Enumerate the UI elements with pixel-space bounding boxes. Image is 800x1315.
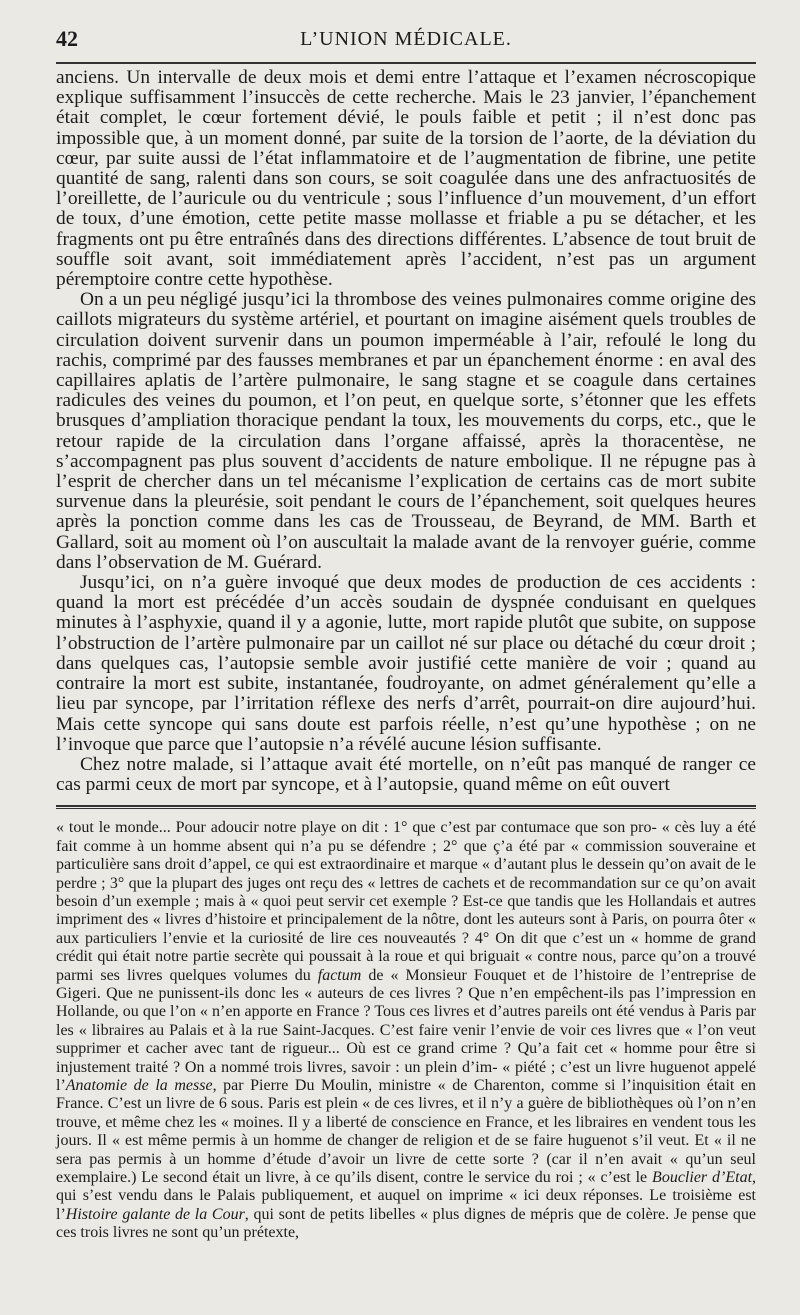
- footnote-segment: de « Monsieur Fouquet et de l’histoire de l’entreprise de Gigeri. Que ne punissent-ils donc les « auteurs de ces livres ? Que n’en empêchent-ils pas l’impression en Hollande, ou que l’on « n’en apporte en France ? Tous ces livres et d’autres pareils ont été vendus à Paris par les « libraires au Palais et à la rue Saint-Jacques. C’est faire venir l’envie de voir ces livres que « l’on veut supprimer et cacher avec tant de rigueur... Où est ce grand crime ? Qu’a fait cet « homme pour être si injustement traité ? On a nommé trois livres, savoir : un plein d’im- « piété ; c’est un livre huguenot appelé l’: [56, 966, 757, 1094]
- footnote-separator: [56, 805, 756, 807]
- paragraph: anciens. Un intervalle de deux mois et demi entre l’attaque et l’examen nécroscopique explique suffisamment l’insuccès de cette recherche. Mais le 23 janvier, l’épanchement était complet, le cœur fortement dévié, le pouls faible et petit ; il n’est donc pas impossible que, à un moment donné, par suite de la torsion de l’aorte, de la déviation du cœur, par suite aussi de l’état inflammatoire et de l’augmentation de fibrine, une petite quantité de sang, ralenti dans son cours, se soit coagulée dans une des anfractuosités de l’oreillette, de l’auricule ou du ventricule ; sous l’influence d’un mouvement, d’un effort de toux, d’une émotion, cette petite masse mollasse et friable a pu se détacher, et les fragments ont pu être entraînés dans des directions différentes. L’absence de tout bruit de souffle soit avant, soit immédiatement après l’accident, n’est pas un argument péremptoire contre cette hypothèse.: [56, 67, 756, 291]
- footnote-italic: Histoire galante de la Cour: [65, 1205, 245, 1223]
- footnote-segment: « tout le monde... Pour adoucir notre playe on dit : 1° que c’est par contumace que son pro- « cès luy a été fait comme à un homme absent qui n’a pu se défendre ; 2° que ç’a été par « commission souveraine et particulière sans droit d’appel, ce qui est extraordinaire et marque « d’autant plus le dessein qu’on avait de le perdre ; 3° que la plupart des juges ont reçu des « lettres de cachets et de recommandation sur ce qu’on avait besoin d’un exemple ; mais à « quoi peut servir cet exemple ? Est-ce que tandis que les Hollandais et autres impriment des « livres d’histoire et principalement de la nôtre, dont les auteurs sont à Paris, on pourra ôter « aux particuliers l’envie et la curiosité de lire ces nouveautés ? 4° On dit que c’est un « homme de grand crédit qui était notre partie secrète qui poussait à la roue et qui briguait « contre nous, parce qu’on a trouvé parmi ses livres quelques volumes du: [56, 819, 756, 984]
- footnote-italic: factum: [317, 966, 362, 984]
- paragraph: Chez notre malade, si l’attaque avait été mortelle, on n’eût pas manqué de ranger ce cas parmi ceux de mort par syncope, et à l’autopsie, quand même on eût ouvert: [56, 753, 756, 796]
- main-text: [56, 68, 756, 795]
- running-title: L’UNION MÉDICALE.: [300, 28, 512, 50]
- footnote-segment: , par Pierre Du Moulin, ministre « de Charenton, comme si l’inquisition était en France. C’est un livre de 6 sous. Paris est plein « de ces livres, et il n’y a guère de bibliothèques où l’on n’en trouve, et même chez les « moines. Il y a liberté de conscience en France, et les libraires en vendent tous les jours. Il « est même permis à un homme de changer de religion et de se faire huguenot s’il veut. Et « il ne sera pas permis à un homme d’étude d’avoir un livre de cette sorte ? (car il n’en avait « qu’un seul exemplaire.) Le second était un livre, à ce qu’ils disent, contre le service du roi ; « c’est le: [56, 1077, 757, 1187]
- footnote-separator-thin: [56, 808, 756, 809]
- footnote-segment: , qui sont de petits libelles « plus dignes de mépris que de colère. Je pense que ces trois livres ne sont qu’un prétexte,: [56, 1205, 756, 1242]
- footnote-italic: Anatomie de la messe: [65, 1077, 213, 1094]
- page-number: 42: [56, 26, 78, 51]
- footnote-segment: , qui s’est vendu dans le Palais publiquement, et auquel on imprime « ici deux réponses. Le troisième est l’: [56, 1169, 757, 1223]
- page-header: [56, 26, 756, 56]
- header-rule: [56, 62, 756, 64]
- footnote: [56, 819, 756, 1242]
- paragraph: Jusqu’ici, on n’a guère invoqué que deux modes de production de ces accidents : quand la mort est précédée d’un accès soudain de dyspnée conduisant en quelques minutes à l’asphyxie, quand il y a agonie, lutte, mort rapide plutôt que subite, on suppose l’obstruction de l’artère pulmonaire par un caillot né sur place ou détaché du cœur droit ; dans quelques cas, l’autopsie semble avoir justifié cette manière de voir ; quand au contraire la mort est subite, instantanée, foudroyante, on admet généralement qu’elle a lieu par syncope, par l’irritation réflexe des nerfs d’arrêt, pourrait-on dire aujourd’hui. Mais cette syncope qui sans doute est parfois réelle, n’est qu’une hypothèse ; on ne l’invoque que parce que l’autopsie n’a révélé aucune lésion suffisante.: [56, 572, 756, 755]
- footnote-italic: Bouclier d’Etat: [652, 1169, 753, 1187]
- footnote-text: [56, 819, 756, 1242]
- paragraph: On a un peu négligé jusqu’ici la thrombose des veines pulmonaires comme origine des caillots migrateurs du système artériel, et pourtant on imagine aisément quels troubles de circulation doivent survenir dans un poumon imperméable à l’air, refoulé le long du rachis, comprimé par des fausses membranes et par un épanchement énorme : en aval des capillaires aplatis de l’artère pulmonaire, le sang stagne et se coagule dans certaines radicules des veines du poumon, et l’on peut, en quelque sorte, s’étonner que les effets brusques d’ampliation thoracique pendant la toux, les mouvements du corps, etc., que le retour rapide de la circulation dans l’organe affaissé, après la thoracentèse, ne s’accompagnent pas plus souvent d’accidents de nature embolique. Il ne répugne pas à l’esprit de chercher dans un tel mécanisme l’explication de certains cas de mort subite survenue dans la pleurésie, soit pendant le cours de l’épanchement, soit quelques heures après la ponction comme dans les cas de Trousseau, de Beyrand, de MM. Barth et Gallard, soit au moment où l’on auscultait la malade avant de la renvoyer guérie, comme dans l’observation de M. Guérard.: [56, 289, 756, 573]
